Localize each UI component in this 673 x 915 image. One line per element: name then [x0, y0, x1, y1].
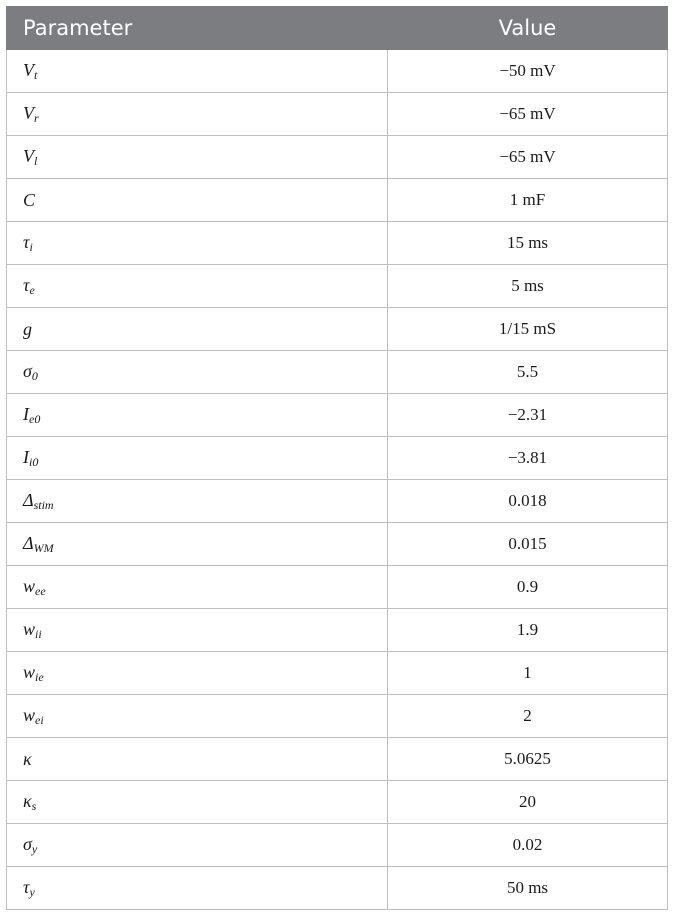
table-row: [7, 609, 668, 652]
table-row: [7, 781, 668, 824]
value-cell: 50 ms: [388, 867, 668, 910]
header-parameter: Parameter: [7, 7, 388, 50]
parameter-cell: [7, 437, 388, 480]
parameter-subscript: ie: [35, 669, 44, 684]
parameter-symbol: κ: [23, 748, 32, 769]
parameter-subscript: e: [29, 282, 35, 297]
parameter-subscript: 0: [31, 368, 38, 383]
parameter-subscript: stim: [33, 497, 54, 512]
parameter-subscript: t: [34, 67, 38, 82]
table-body: [7, 50, 668, 910]
parameter-subscript: ei: [35, 712, 44, 727]
table-row: [7, 437, 668, 480]
parameter-symbol: σ: [23, 833, 32, 854]
parameter-symbol: I: [23, 446, 29, 467]
table-row: [7, 523, 668, 566]
value-cell: 1/15 mS: [388, 308, 668, 351]
table-row: [7, 867, 668, 910]
parameter-subscript: ii: [35, 626, 42, 641]
value-cell: 5.5: [388, 351, 668, 394]
value-cell: −50 mV: [388, 50, 668, 93]
parameter-symbol: Δ: [23, 532, 34, 553]
value-cell: −65 mV: [388, 93, 668, 136]
parameter-cell: [7, 781, 388, 824]
parameter-subscript: e0: [29, 411, 41, 426]
value-cell: 0.018: [388, 480, 668, 523]
parameter-subscript: i0: [29, 454, 39, 469]
parameter-cell: [7, 480, 388, 523]
table-header: [7, 7, 668, 50]
parameter-cell: [7, 308, 388, 351]
parameter-subscript: ee: [35, 583, 46, 598]
value-cell: 2: [388, 695, 668, 738]
parameter-cell: [7, 179, 388, 222]
parameter-subscript: y: [29, 884, 35, 899]
table-row: [7, 50, 668, 93]
parameter-subscript: y: [31, 841, 38, 856]
parameter-symbol: τ: [23, 274, 30, 295]
parameter-symbol: w: [23, 618, 36, 639]
table-row: [7, 824, 668, 867]
parameter-symbol: τ: [23, 876, 30, 897]
parameter-cell: [7, 609, 388, 652]
table-row: [7, 738, 668, 781]
value-cell: −2.31: [388, 394, 668, 437]
table-row: [7, 394, 668, 437]
parameter-cell: [7, 652, 388, 695]
value-cell: 5 ms: [388, 265, 668, 308]
parameter-cell: [7, 351, 388, 394]
parameter-symbol: g: [23, 318, 32, 339]
table-row: [7, 136, 668, 179]
parameter-symbol: Δ: [23, 489, 34, 510]
parameter-subscript: l: [34, 153, 38, 168]
parameter-symbol: V: [23, 145, 34, 166]
table-row: [7, 308, 668, 351]
value-cell: 1.9: [388, 609, 668, 652]
value-cell: 0.9: [388, 566, 668, 609]
parameter-subscript: r: [34, 110, 39, 125]
parameter-symbol: σ: [23, 360, 32, 381]
parameter-cell: [7, 136, 388, 179]
value-cell: 1: [388, 652, 668, 695]
parameter-cell: [7, 695, 388, 738]
value-cell: 1 mF: [388, 179, 668, 222]
value-cell: 0.015: [388, 523, 668, 566]
parameter-subscript: i: [29, 239, 33, 254]
value-cell: 15 ms: [388, 222, 668, 265]
parameter-cell: [7, 265, 388, 308]
parameter-cell: [7, 566, 388, 609]
table-row: [7, 351, 668, 394]
parameter-symbol: w: [23, 661, 36, 682]
table-row: [7, 222, 668, 265]
parameter-cell: [7, 738, 388, 781]
parameter-cell: [7, 222, 388, 265]
parameter-cell: [7, 523, 388, 566]
parameter-symbol: I: [23, 403, 29, 424]
parameter-symbol: w: [23, 704, 36, 725]
table-row: [7, 265, 668, 308]
table-row: [7, 566, 668, 609]
parameter-subscript: WM: [33, 540, 54, 555]
table-row: [7, 179, 668, 222]
table-row: [7, 93, 668, 136]
parameter-cell: [7, 394, 388, 437]
value-cell: 20: [388, 781, 668, 824]
parameter-cell: [7, 824, 388, 867]
header-row: [7, 7, 668, 50]
value-cell: −3.81: [388, 437, 668, 480]
parameter-symbol: w: [23, 575, 36, 596]
parameter-symbol: κ: [23, 790, 32, 811]
parameter-symbol: V: [23, 102, 34, 123]
table-row: [7, 652, 668, 695]
header-value: Value: [388, 7, 668, 50]
parameter-symbol: C: [23, 189, 36, 210]
parameter-symbol: τ: [23, 231, 30, 252]
parameter-table: [6, 6, 668, 910]
value-cell: 5.0625: [388, 738, 668, 781]
value-cell: −65 mV: [388, 136, 668, 179]
value-cell: 0.02: [388, 824, 668, 867]
parameter-cell: [7, 867, 388, 910]
parameter-cell: [7, 93, 388, 136]
parameter-subscript: s: [31, 798, 37, 813]
table-row: [7, 695, 668, 738]
parameter-symbol: V: [23, 59, 34, 80]
parameter-cell: [7, 50, 388, 93]
table-row: [7, 480, 668, 523]
